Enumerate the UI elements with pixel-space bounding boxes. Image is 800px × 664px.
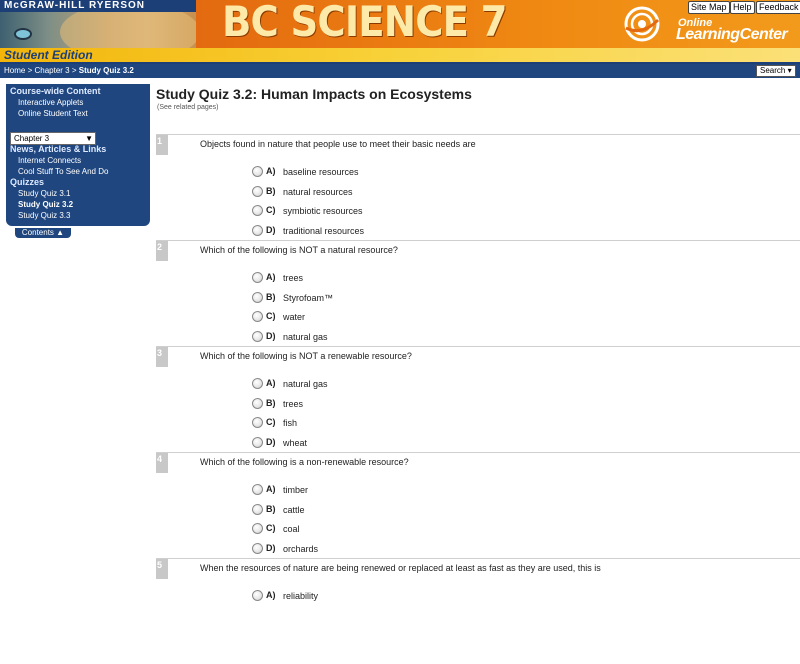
- question-text: Which of the following is NOT a natural resource?: [200, 245, 398, 255]
- breadcrumb-separator: >: [69, 66, 79, 75]
- answer-letter: C): [266, 311, 276, 321]
- answer-radio[interactable]: [252, 292, 263, 303]
- answer-text: trees: [283, 398, 304, 409]
- answer-radio[interactable]: [252, 484, 263, 495]
- question-number-badge: [156, 135, 168, 155]
- lion-banner-image: [0, 12, 196, 48]
- answer-option[interactable]: [252, 542, 452, 556]
- olc-learning-center-text: LearningCenter: [676, 26, 788, 43]
- lion-eye: [14, 28, 32, 40]
- answer-letter: A): [266, 166, 276, 176]
- answer-option[interactable]: [252, 291, 452, 305]
- answer-option[interactable]: [252, 522, 452, 536]
- answer-radio[interactable]: [252, 205, 263, 216]
- answer-radio[interactable]: [252, 378, 263, 389]
- answer-text: timber: [283, 485, 309, 495]
- answer-letter: D): [266, 330, 276, 341]
- question-number: 5: [157, 560, 163, 570]
- answer-letter: B): [266, 503, 276, 514]
- olc-online-text: Online: [678, 17, 713, 29]
- answer-option[interactable]: [252, 224, 452, 238]
- chevron-down-icon: ▼: [85, 134, 93, 143]
- sidebar-item-cool-stuff[interactable]: Cool Stuff To See And Do: [18, 167, 109, 176]
- breadcrumb-home-link[interactable]: Home: [4, 66, 26, 75]
- question-divider: [156, 346, 800, 347]
- help-button[interactable]: Help: [730, 1, 755, 14]
- question-number: 2: [157, 242, 163, 252]
- question-divider: [156, 558, 800, 559]
- question-block: [156, 240, 800, 346]
- feedback-button[interactable]: Feedback: [756, 1, 800, 14]
- book-title: BC SCIENCE 7: [222, 0, 507, 46]
- site-header: [0, 0, 800, 64]
- answer-radio[interactable]: [252, 166, 263, 177]
- answer-letter: A): [266, 378, 276, 388]
- question-block: [156, 134, 800, 240]
- see-related-pages-link[interactable]: (See related pages): [157, 104, 219, 111]
- question-block: [156, 346, 800, 452]
- answer-option[interactable]: [252, 271, 452, 285]
- edition-label: Student Edition: [4, 48, 93, 62]
- answer-radio[interactable]: [252, 417, 263, 428]
- sidebar-item-study-quiz-3-1[interactable]: Study Quiz 3.1: [18, 189, 71, 198]
- contents-toggle-tab[interactable]: Contents ▲: [15, 228, 71, 238]
- answer-radio[interactable]: [252, 331, 263, 342]
- question-divider: [156, 240, 800, 241]
- answer-text: coal: [283, 524, 300, 534]
- answer-letter: A): [266, 590, 276, 600]
- question-text: Which of the following is a non-renewable resource?: [200, 457, 409, 467]
- answer-letter: C): [266, 205, 276, 215]
- breadcrumb: [4, 64, 134, 78]
- question-number-badge: [156, 559, 168, 579]
- sidebar-item-internet-connects[interactable]: Internet Connects: [18, 156, 82, 165]
- answer-text: water: [283, 312, 306, 322]
- breadcrumb-separator: >: [25, 66, 35, 75]
- answer-letter: C): [266, 417, 276, 427]
- question-text: Objects found in nature that people use to meet their basic needs are: [200, 139, 476, 149]
- answer-radio[interactable]: [252, 590, 263, 601]
- question-number: 4: [157, 454, 163, 464]
- question-text: When the resources of nature are being renewed or replaced at least as fast as they are used, this is: [200, 563, 601, 573]
- answer-text: reliability: [283, 591, 319, 601]
- sidebar-item-study-quiz-3-3[interactable]: Study Quiz 3.3: [18, 211, 71, 220]
- answer-radio[interactable]: [252, 523, 263, 534]
- answer-radio[interactable]: [252, 311, 263, 322]
- answer-option[interactable]: [252, 589, 452, 603]
- answer-letter: A): [266, 272, 276, 282]
- question-number-badge: [156, 241, 168, 261]
- breadcrumb-current: Study Quiz 3.2: [78, 66, 134, 75]
- question-text: Which of the following is NOT a renewable resource?: [200, 351, 412, 361]
- answer-text: Styrofoam™: [283, 292, 334, 303]
- answer-letter: A): [266, 484, 276, 494]
- answer-option[interactable]: [252, 503, 452, 517]
- answer-letter: B): [266, 185, 276, 196]
- question-number-badge: [156, 453, 168, 473]
- answer-option[interactable]: [252, 330, 452, 344]
- sidebar-item-interactive-applets[interactable]: Interactive Applets: [18, 98, 84, 107]
- lion-mane: [60, 12, 196, 48]
- answer-radio[interactable]: [252, 543, 263, 554]
- answer-text: natural resources: [283, 186, 353, 197]
- answer-option[interactable]: [252, 165, 452, 179]
- sidebar-heading-quizzes[interactable]: Quizzes: [10, 177, 45, 187]
- answer-option[interactable]: [252, 204, 452, 218]
- answer-text: fish: [283, 418, 298, 428]
- sidebar-nav: [6, 84, 150, 226]
- answer-text: wheat: [283, 437, 308, 448]
- answer-letter: B): [266, 397, 276, 408]
- answer-letter: D): [266, 542, 276, 553]
- sidebar-heading-course-wide[interactable]: Course-wide Content: [10, 86, 101, 96]
- question-block: [156, 452, 800, 558]
- olc-swirl-icon: [624, 6, 660, 42]
- answer-letter: B): [266, 291, 276, 302]
- page-title: Study Quiz 3.2: Human Impacts on Ecosystems: [156, 86, 472, 102]
- answer-radio[interactable]: [252, 186, 263, 197]
- answer-radio[interactable]: [252, 225, 263, 236]
- answer-text: natural gas: [283, 379, 328, 389]
- answer-radio[interactable]: [252, 437, 263, 448]
- question-divider: [156, 134, 800, 135]
- answer-option[interactable]: [252, 377, 452, 391]
- chapter-select-value: Chapter 3: [14, 134, 50, 143]
- breadcrumb-chapter-link[interactable]: Chapter 3: [34, 66, 70, 75]
- sidebar-item-online-student-text[interactable]: Online Student Text: [18, 109, 88, 118]
- answer-letter: C): [266, 523, 276, 533]
- question-number-badge: [156, 347, 168, 367]
- question-divider: [156, 452, 800, 453]
- edition-bar: [0, 48, 800, 62]
- answer-text: orchards: [283, 543, 319, 554]
- answer-text: symbiotic resources: [283, 206, 363, 216]
- answer-text: natural gas: [283, 331, 328, 342]
- sidebar-heading-news[interactable]: News, Articles & Links: [10, 144, 107, 154]
- answer-letter: D): [266, 436, 276, 447]
- answer-letter: D): [266, 224, 276, 235]
- question-number: 3: [157, 348, 163, 358]
- sidebar-item-study-quiz-3-2[interactable]: Study Quiz 3.2: [18, 200, 74, 209]
- answer-radio[interactable]: [252, 272, 263, 283]
- answer-option[interactable]: [252, 310, 452, 324]
- answer-option[interactable]: [252, 397, 452, 411]
- search-button[interactable]: Search ▾: [756, 65, 796, 77]
- answer-option[interactable]: [252, 416, 452, 430]
- answer-option[interactable]: [252, 483, 452, 497]
- publisher-name: McGRAW-HILL RYERSON: [4, 0, 146, 11]
- answer-radio[interactable]: [252, 398, 263, 409]
- site-map-button[interactable]: Site Map: [688, 1, 730, 14]
- answer-option[interactable]: [252, 185, 452, 199]
- answer-text: cattle: [283, 504, 305, 515]
- answer-text: trees: [283, 273, 304, 283]
- answer-option[interactable]: [252, 436, 452, 450]
- question-number: 1: [157, 136, 163, 146]
- question-block: [156, 558, 800, 664]
- answer-radio[interactable]: [252, 504, 263, 515]
- answer-text: traditional resources: [283, 225, 365, 236]
- answer-text: baseline resources: [283, 167, 359, 177]
